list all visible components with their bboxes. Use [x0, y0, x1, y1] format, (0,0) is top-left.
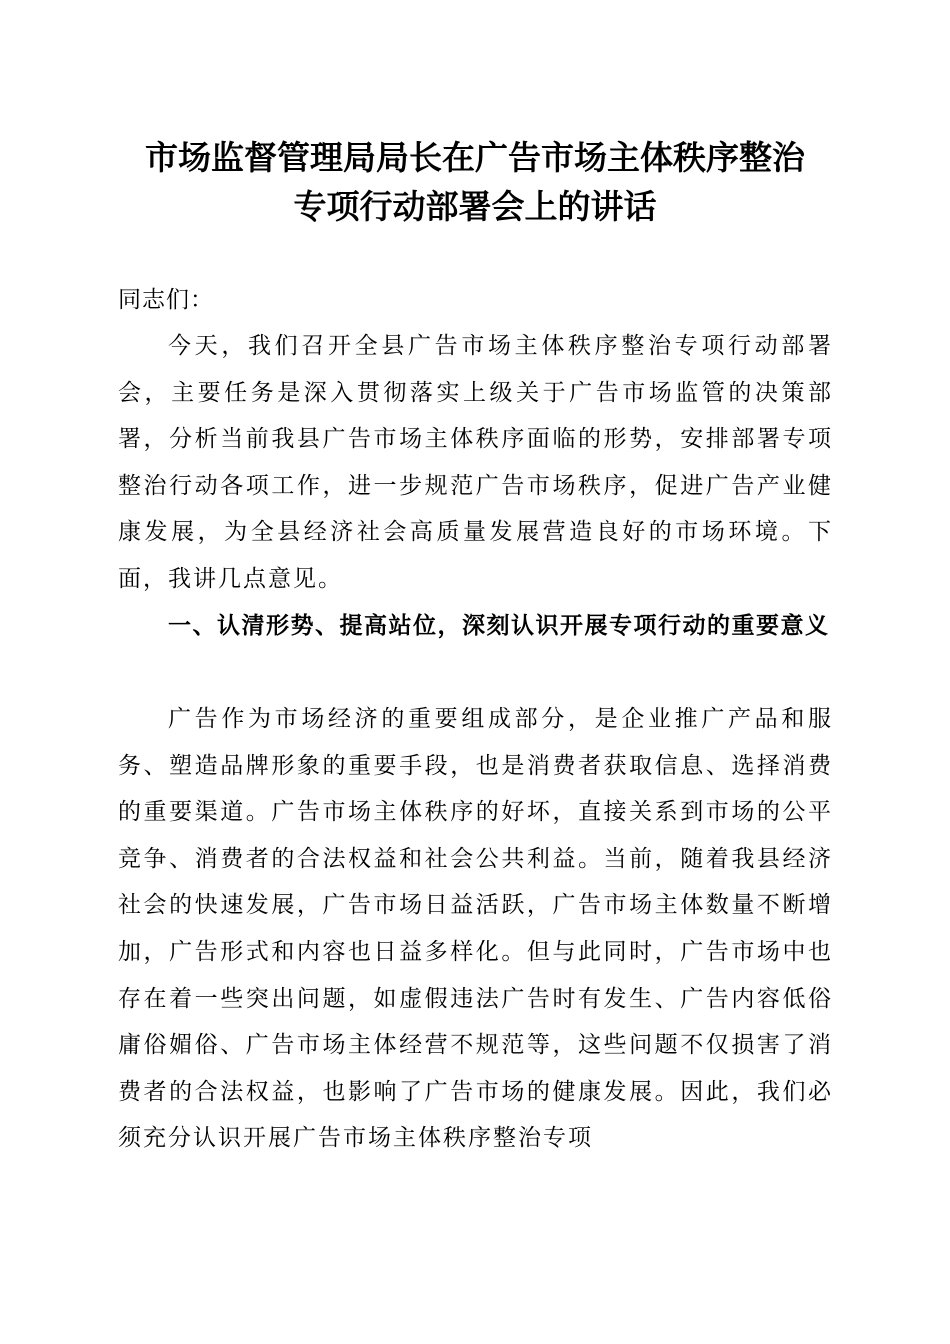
greeting: 同志们：	[118, 287, 214, 313]
paragraph-intro: 今天，我们召开全县广告市场主体秩序整治专项行动部署会，主要任务是深入贯彻落实上级关于广告市场监管的决策部署，分析当前我县广告市场主体秩序面临的形势，安排部署专项整治行动各项工作，进一步规范广告市场秩序，促进广告产业健康发展，为全县经济社会高质量发展营造良好的市场环境。下面，我讲几点意见。	[118, 333, 833, 592]
paragraph-significance: 广告作为市场经济的重要组成部分，是企业推广产品和服务、塑造品牌形象的重要手段，也是消费者获取信息、选择消费的重要渠道。广告市场主体秩序的好坏，直接关系到市场的公平竞争、消费者的合法权益和社会公共利益。当前，随着我县经济社会的快速发展，广告市场日益活跃，广告市场主体数量不断增加，广告形式和内容也日益多样化。但与此同时，广告市场中也存在着一些突出问题，如虚假违法广告时有发生、广告内容低俗庸俗媚俗、广告市场主体经营不规范等，这些问题不仅损害了消费者的合法权益，也影响了广告市场的健康发展。因此，我们必须充分认识开展广告市场主体秩序整治专项	[118, 706, 833, 1152]
document-title-line-1: 市场监督管理局局长在广告市场主体秩序整治	[145, 138, 805, 177]
section-heading-1: 一、认清形势、提高站位，深刻认识开展专项行动的重要意义	[168, 613, 830, 639]
document-title-line-2: 专项行动部署会上的讲话	[293, 187, 657, 226]
